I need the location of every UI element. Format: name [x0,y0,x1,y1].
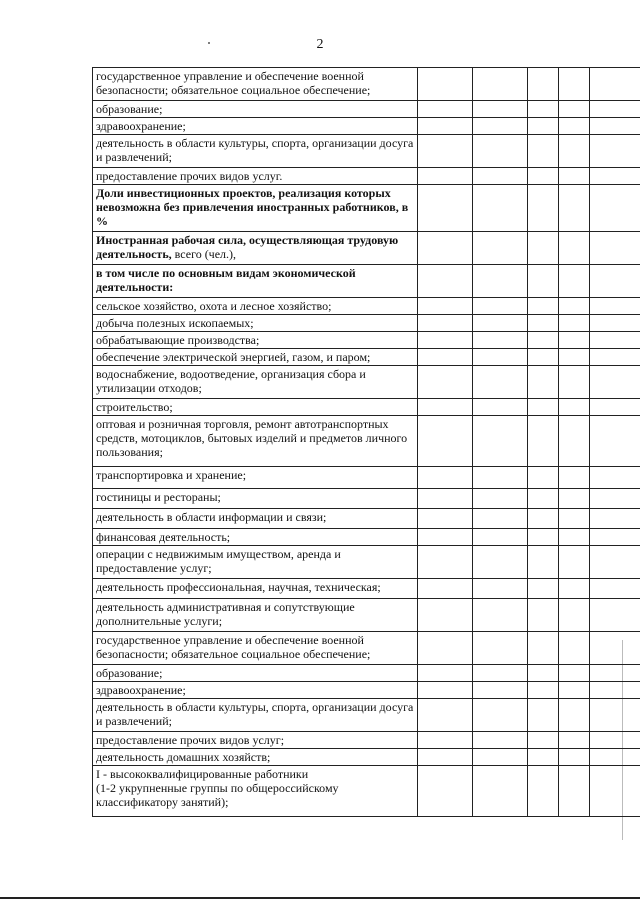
value-cell-5 [590,529,640,546]
value-cell-5 [590,168,640,185]
table-row [93,298,640,315]
value-cell-3 [528,168,559,185]
value-cell-2 [473,467,528,489]
value-cell-4 [559,68,590,101]
value-cell-3 [528,509,559,529]
page-number: 2 [316,37,324,52]
value-cell-3 [528,315,559,332]
value-cell-3 [528,489,559,509]
value-cell-5 [590,232,640,265]
row-label: I - высококвалифицированные работники (1-2 укрупненные группы по общероссийскому классификатору занятий); [93,766,418,817]
value-cell-5 [590,135,640,168]
value-cell-1 [418,366,473,399]
value-cell-3 [528,101,559,118]
value-cell-5 [590,766,640,817]
value-cell-5 [590,699,640,732]
indicator-table [92,67,640,817]
value-cell-3 [528,232,559,265]
value-cell-4 [559,489,590,509]
value-cell-3 [528,749,559,766]
table-row [93,599,640,632]
value-cell-1 [418,135,473,168]
value-cell-2 [473,118,528,135]
value-cell-2 [473,101,528,118]
value-cell-1 [418,315,473,332]
row-label: деятельность административная и сопутствующие дополнительные услуги; [93,599,418,632]
scan-artifact-dot [208,42,210,44]
value-cell-3 [528,118,559,135]
row-label: обрабатывающие производства; [93,332,418,349]
table-row [93,467,640,489]
value-cell-2 [473,349,528,366]
value-cell-2 [473,732,528,749]
value-cell-1 [418,467,473,489]
row-label: образование; [93,665,418,682]
value-cell-5 [590,332,640,349]
table-row [93,632,640,665]
table-row [93,489,640,509]
value-cell-4 [559,682,590,699]
value-cell-1 [418,529,473,546]
value-cell-1 [418,298,473,315]
value-cell-2 [473,489,528,509]
value-cell-5 [590,489,640,509]
table-row [93,232,640,265]
value-cell-4 [559,399,590,416]
value-cell-1 [418,489,473,509]
value-cell-3 [528,332,559,349]
value-cell-5 [590,399,640,416]
value-cell-1 [418,546,473,579]
value-cell-4 [559,546,590,579]
value-cell-2 [473,399,528,416]
value-cell-3 [528,298,559,315]
page-bottom-edge [0,897,640,899]
row-label: обеспечение электрической энергией, газом, и паром; [93,349,418,366]
row-label: Доли инвестиционных проектов, реализация которых невозможна без привлечения иностранных работников, в % [93,185,418,232]
value-cell-3 [528,135,559,168]
value-cell-2 [473,766,528,817]
value-cell-5 [590,416,640,467]
value-cell-3 [528,416,559,467]
value-cell-2 [473,749,528,766]
value-cell-2 [473,682,528,699]
table-row [93,315,640,332]
value-cell-1 [418,665,473,682]
table-row [93,766,640,817]
value-cell-4 [559,332,590,349]
value-cell-4 [559,416,590,467]
row-label: образование; [93,101,418,118]
value-cell-4 [559,467,590,489]
value-cell-3 [528,665,559,682]
table-row [93,265,640,298]
value-cell-5 [590,185,640,232]
table-row [93,399,640,416]
value-cell-1 [418,599,473,632]
table-row [93,665,640,682]
value-cell-3 [528,546,559,579]
value-cell-5 [590,467,640,489]
value-cell-3 [528,632,559,665]
value-cell-2 [473,332,528,349]
value-cell-2 [473,699,528,732]
row-label: операции с недвижимым имуществом, аренда и предоставление услуг; [93,546,418,579]
value-cell-5 [590,265,640,298]
table-row [93,118,640,135]
value-cell-1 [418,265,473,298]
value-cell-5 [590,349,640,366]
value-cell-2 [473,315,528,332]
value-cell-2 [473,135,528,168]
value-cell-1 [418,68,473,101]
value-cell-4 [559,185,590,232]
row-label: предоставление прочих видов услуг. [93,168,418,185]
value-cell-5 [590,315,640,332]
value-cell-4 [559,232,590,265]
value-cell-4 [559,599,590,632]
value-cell-3 [528,399,559,416]
value-cell-3 [528,185,559,232]
table-row [93,68,640,101]
value-cell-3 [528,699,559,732]
row-label: здравоохранение; [93,118,418,135]
value-cell-1 [418,749,473,766]
value-cell-4 [559,298,590,315]
indicator-table-body [93,68,640,817]
value-cell-4 [559,665,590,682]
value-cell-1 [418,579,473,599]
row-label: государственное управление и обеспечение военной безопасности; обязательное социальное обеспечение; [93,68,418,101]
value-cell-5 [590,682,640,699]
row-label: деятельность домашних хозяйств; [93,749,418,766]
table-row [93,101,640,118]
value-cell-2 [473,579,528,599]
row-label: деятельность в области информации и связи; [93,509,418,529]
value-cell-2 [473,185,528,232]
row-label: сельское хозяйство, охота и лесное хозяйство; [93,298,418,315]
value-cell-2 [473,416,528,467]
value-cell-4 [559,118,590,135]
row-label: деятельность в области культуры, спорта, организации досуга и развлечений; [93,135,418,168]
row-label: деятельность профессиональная, научная, техническая; [93,579,418,599]
value-cell-2 [473,366,528,399]
row-label: транспортировка и хранение; [93,467,418,489]
value-cell-2 [473,529,528,546]
value-cell-5 [590,366,640,399]
value-cell-2 [473,632,528,665]
row-label: водоснабжение, водоотведение, организация сбора и утилизации отходов; [93,366,418,399]
row-label: строительство; [93,399,418,416]
value-cell-1 [418,101,473,118]
value-cell-5 [590,732,640,749]
value-cell-3 [528,68,559,101]
table-row [93,579,640,599]
value-cell-4 [559,168,590,185]
value-cell-4 [559,135,590,168]
value-cell-2 [473,546,528,579]
value-cell-4 [559,579,590,599]
value-cell-4 [559,349,590,366]
table-row [93,699,640,732]
value-cell-3 [528,366,559,399]
value-cell-2 [473,509,528,529]
row-label: оптовая и розничная торговля, ремонт автотранспортных средств, мотоциклов, бытовых изделий и предметов личного пользования; [93,416,418,467]
value-cell-4 [559,529,590,546]
value-cell-1 [418,416,473,467]
row-label: деятельность в области культуры, спорта, организации досуга и развлечений; [93,699,418,732]
value-cell-2 [473,265,528,298]
value-cell-4 [559,509,590,529]
value-cell-1 [418,682,473,699]
value-cell-3 [528,599,559,632]
value-cell-5 [590,509,640,529]
value-cell-1 [418,185,473,232]
value-cell-3 [528,529,559,546]
value-cell-3 [528,579,559,599]
row-label: государственное управление и обеспечение военной безопасности; обязательное социальное обеспечение; [93,632,418,665]
row-label: в том числе по основным видам экономической деятельности: [93,265,418,298]
value-cell-1 [418,509,473,529]
value-cell-5 [590,599,640,632]
value-cell-5 [590,101,640,118]
value-cell-4 [559,366,590,399]
table-row [93,682,640,699]
row-label: финансовая деятельность; [93,529,418,546]
value-cell-4 [559,732,590,749]
value-cell-1 [418,332,473,349]
value-cell-2 [473,599,528,632]
value-cell-4 [559,699,590,732]
value-cell-5 [590,546,640,579]
value-cell-5 [590,749,640,766]
value-cell-3 [528,766,559,817]
table-row [93,416,640,467]
row-label: гостиницы и рестораны; [93,489,418,509]
table-row [93,332,640,349]
table-row [93,509,640,529]
row-label: Иностранная рабочая сила, осуществляющая трудовую деятельность, всего (чел.), [93,232,418,265]
value-cell-2 [473,68,528,101]
value-cell-3 [528,682,559,699]
value-cell-1 [418,699,473,732]
value-cell-3 [528,349,559,366]
table-row [93,749,640,766]
value-cell-4 [559,101,590,118]
value-cell-3 [528,265,559,298]
table-row [93,529,640,546]
row-label: здравоохранение; [93,682,418,699]
table-row [93,349,640,366]
value-cell-2 [473,665,528,682]
value-cell-5 [590,665,640,682]
value-cell-1 [418,732,473,749]
table-row [93,185,640,232]
value-cell-3 [528,732,559,749]
value-cell-1 [418,766,473,817]
value-cell-3 [528,467,559,489]
value-cell-2 [473,168,528,185]
value-cell-2 [473,232,528,265]
value-cell-1 [418,632,473,665]
table-row [93,135,640,168]
table-row [93,366,640,399]
row-label: добыча полезных ископаемых; [93,315,418,332]
value-cell-4 [559,632,590,665]
value-cell-5 [590,632,640,665]
value-cell-5 [590,298,640,315]
value-cell-1 [418,118,473,135]
table-row [93,546,640,579]
value-cell-1 [418,168,473,185]
table-row [93,732,640,749]
table-row [93,168,640,185]
value-cell-4 [559,265,590,298]
value-cell-2 [473,298,528,315]
value-cell-4 [559,749,590,766]
row-label: предоставление прочих видов услуг; [93,732,418,749]
value-cell-5 [590,118,640,135]
value-cell-4 [559,766,590,817]
value-cell-1 [418,349,473,366]
value-cell-1 [418,232,473,265]
value-cell-4 [559,315,590,332]
value-cell-1 [418,399,473,416]
value-cell-5 [590,68,640,101]
value-cell-5 [590,579,640,599]
